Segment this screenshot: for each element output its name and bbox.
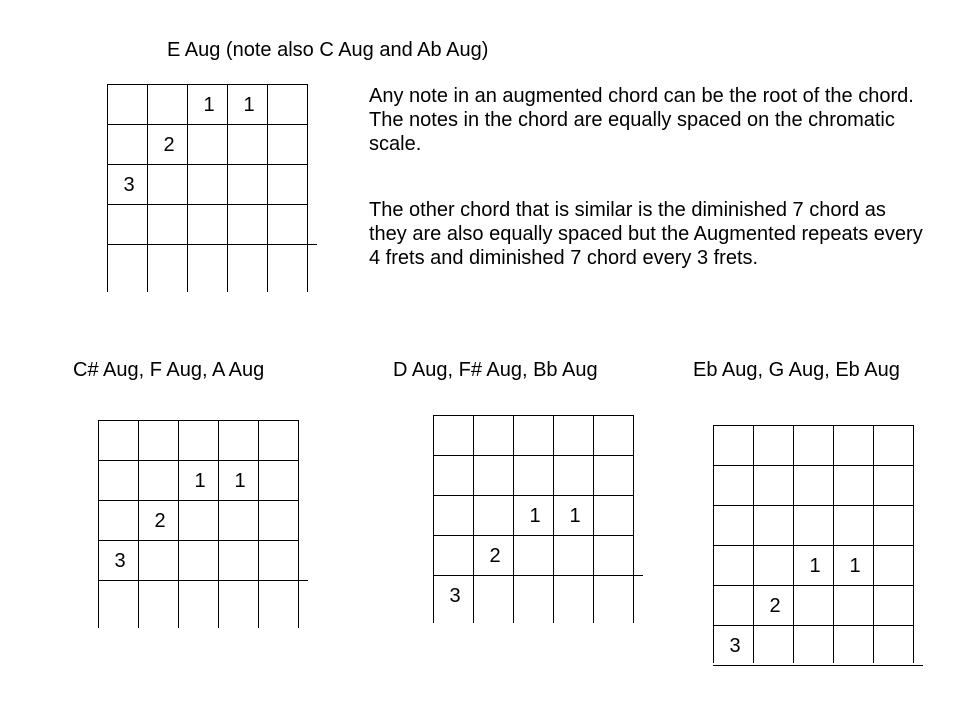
chord-chart-c-sharp-aug	[98, 420, 298, 630]
finger-number: 3	[729, 635, 741, 657]
finger-number: 3	[449, 585, 461, 607]
finger-number: 1	[234, 470, 246, 492]
chord-label-eb-aug: Eb Aug, G Aug, Eb Aug	[693, 359, 900, 381]
finger-number: 1	[569, 505, 581, 527]
finger-number: 1	[809, 555, 821, 577]
finger-number: 3	[114, 550, 126, 572]
finger-number: 2	[163, 134, 175, 156]
page-title: E Aug (note also C Aug and Ab Aug)	[167, 39, 489, 61]
finger-number: 1	[529, 505, 541, 527]
finger-number: 1	[243, 94, 255, 116]
chord-chart-d-aug	[433, 415, 633, 625]
finger-number: 1	[203, 94, 215, 116]
finger-number: 2	[489, 545, 501, 567]
finger-number: 1	[849, 555, 861, 577]
finger-number: 2	[769, 595, 781, 617]
chord-chart-eb-aug	[713, 425, 923, 665]
explanation-paragraph-2: The other chord that is similar is the diminished 7 chord as they are also equally spaced but the Augmented repeats every 4 frets and diminished 7 chord every 3 frets.	[369, 199, 923, 269]
chord-label-d-aug: D Aug, F# Aug, Bb Aug	[393, 359, 598, 381]
chord-label-c-sharp-aug: C# Aug, F Aug, A Aug	[73, 359, 265, 381]
chord-chart-e-aug	[107, 84, 307, 294]
finger-number: 2	[154, 510, 166, 532]
finger-number: 1	[194, 470, 206, 492]
explanation-paragraph-1: Any note in an augmented chord can be the root of the chord. The notes in the chord are equally spaced on the chromatic scale.	[369, 85, 914, 155]
finger-number: 3	[123, 174, 135, 196]
